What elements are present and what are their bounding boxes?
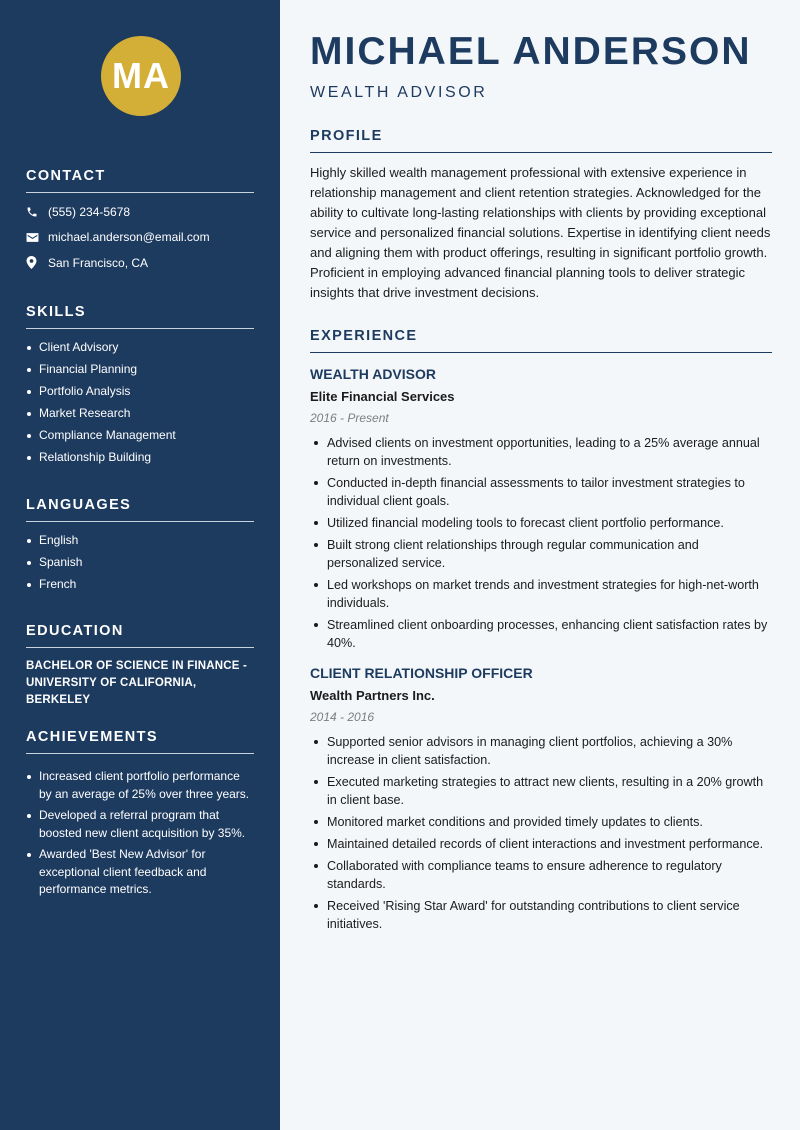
achievement-item: Increased client portfolio performance by an average of 25% over three years. — [26, 768, 254, 803]
job-dates: 2016 - Present — [310, 411, 389, 425]
candidate-title: WEALTH ADVISOR — [310, 84, 488, 101]
job-bullet: Executed marketing strategies to attract new clients, resulting in a 20% growth in client base. — [310, 773, 772, 809]
job-role: CLIENT RELATIONSHIP OFFICER — [310, 665, 533, 681]
job-company: Wealth Partners Inc. — [310, 688, 435, 703]
location-text: San Francisco, CA — [48, 255, 149, 270]
education-section — [26, 623, 254, 709]
skills-section — [26, 304, 254, 471]
contact-phone[interactable] — [26, 199, 254, 225]
language-item: Spanish — [26, 554, 254, 576]
skill-item: Compliance Management — [26, 427, 254, 449]
contact-heading: CONTACT — [26, 168, 254, 193]
job-dates: 2014 - 2016 — [310, 710, 375, 724]
experience-section — [310, 328, 772, 937]
job-bullet: Received 'Rising Star Award' for outstanding contributions to client service initiatives. — [310, 897, 772, 933]
language-item: French — [26, 576, 254, 598]
language-item: English — [26, 532, 254, 554]
achievements-heading: ACHIEVEMENTS — [26, 729, 254, 754]
languages-section — [26, 497, 254, 598]
job-bullet: Supported senior advisors in managing client portfolios, achieving a 30% increase in client satisfaction. — [310, 733, 772, 769]
contact-section — [26, 168, 254, 276]
contact-location — [26, 250, 254, 276]
job-bullets — [310, 733, 772, 933]
education-heading: EDUCATION — [26, 623, 254, 648]
avatar: MA — [101, 36, 181, 116]
education-degree: BACHELOR OF SCIENCE IN FINANCE - UNIVERSITY OF CALIFORNIA, BERKELEY — [26, 660, 248, 706]
job-bullet: Conducted in-depth financial assessments to tailor investment strategies to individual client goals. — [310, 474, 772, 510]
job-bullet: Maintained detailed records of client interactions and investment performance. — [310, 835, 772, 853]
phone-text: (555) 234-5678 — [48, 204, 131, 219]
skill-item: Financial Planning — [26, 361, 254, 383]
achievement-item: Developed a referral program that boosted new client acquisition by 35%. — [26, 807, 254, 842]
email-text: michael.anderson@email.com — [48, 230, 210, 245]
profile-heading: PROFILE — [310, 128, 772, 153]
phone-icon — [26, 206, 48, 218]
achievement-item: Awarded 'Best New Advisor' for exceptional client feedback and performance metrics. — [26, 846, 254, 899]
job-role: WEALTH ADVISOR — [310, 366, 436, 382]
skill-item: Market Research — [26, 405, 254, 427]
job-entry — [310, 665, 772, 933]
profile-text: Highly skilled wealth management professional with extensive experience in relationship management and client retention strategies. Acknowledged for the ability to cultivate long-lasting relationships with clients by providing exceptional service and personalized financial solutions. Expertise in identifying client needs and aligning them with product offerings, resulting in significant portfolio growth. Proficient in employing advanced financial planning tools to deliver strategic insights that drive investment decisions. — [310, 165, 771, 300]
candidate-name: MICHAEL ANDERSON — [310, 30, 752, 73]
job-bullet: Led workshops on market trends and investment strategies for high-net-worth individuals. — [310, 576, 772, 612]
job-company: Elite Financial Services — [310, 389, 455, 404]
job-bullet: Utilized financial modeling tools to forecast client portfolio performance. — [310, 514, 772, 532]
languages-list — [26, 532, 254, 598]
job-bullet: Collaborated with compliance teams to ensure adherence to regulatory standards. — [310, 857, 772, 893]
job-bullet: Streamlined client onboarding processes, enhancing client satisfaction rates by 40%. — [310, 616, 772, 652]
skills-list — [26, 339, 254, 471]
job-bullet: Built strong client relationships through regular communication and personalized service. — [310, 536, 772, 572]
experience-heading: EXPERIENCE — [310, 328, 772, 353]
skills-heading: SKILLS — [26, 304, 254, 329]
achievements-section — [26, 729, 254, 903]
job-entry — [310, 366, 772, 652]
location-pin-icon — [26, 256, 48, 269]
skill-item: Portfolio Analysis — [26, 383, 254, 405]
skill-item: Client Advisory — [26, 339, 254, 361]
email-icon — [26, 232, 48, 243]
sidebar — [0, 0, 280, 1130]
skill-item: Relationship Building — [26, 449, 254, 471]
job-bullet: Monitored market conditions and provided timely updates to clients. — [310, 813, 772, 831]
profile-section — [310, 128, 772, 303]
job-bullets — [310, 434, 772, 652]
contact-email[interactable] — [26, 225, 254, 251]
languages-heading: LANGUAGES — [26, 497, 254, 522]
job-bullet: Advised clients on investment opportunities, leading to a 25% average annual return on investments. — [310, 434, 772, 470]
achievements-list — [26, 768, 254, 899]
